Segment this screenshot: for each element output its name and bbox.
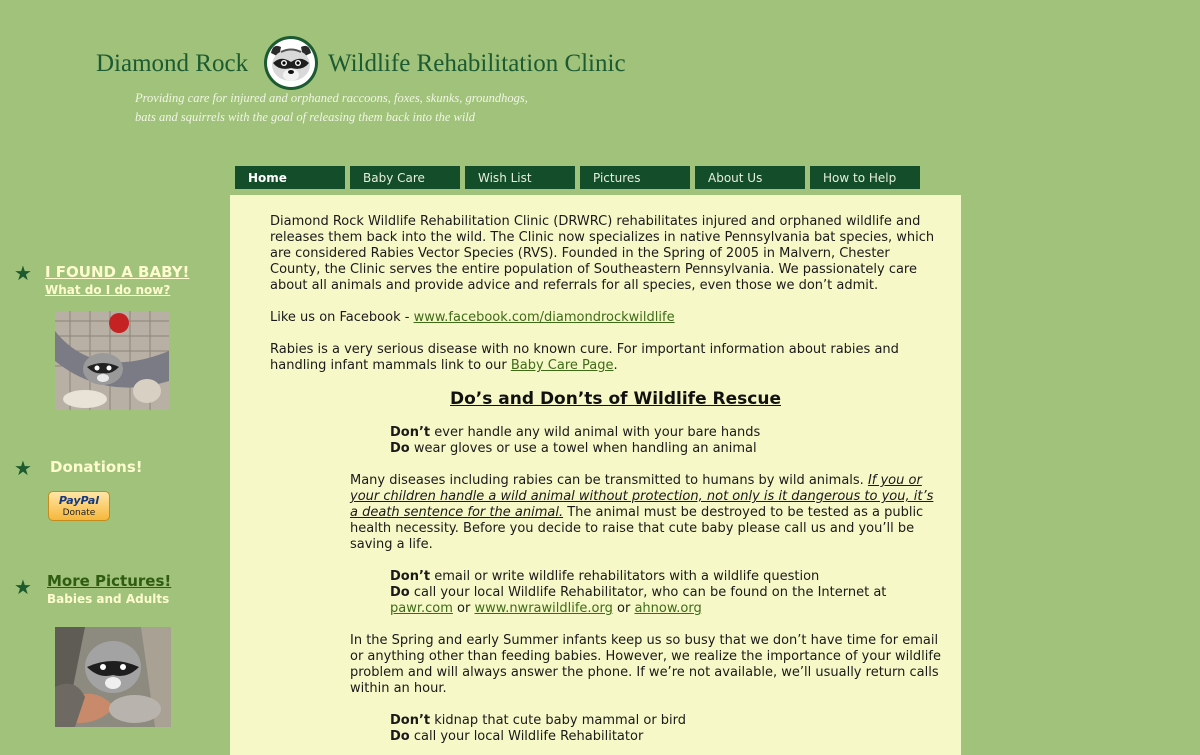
do-label: Do bbox=[390, 441, 410, 456]
nav-baby-care[interactable]: Baby Care bbox=[350, 166, 460, 189]
intro-line: are considered Rabies Vector Species (RVS). Founded in the Spring of 2005 in Malvern, Chester bbox=[270, 246, 890, 261]
nav-pictures[interactable]: Pictures bbox=[580, 166, 690, 189]
spring-line: problem and will always answer the phone. If we’re not available, we’ll usually return calls bbox=[350, 665, 939, 680]
tagline-line-1: Providing care for injured and orphaned raccoons, foxes, skunks, groundhogs, bbox=[135, 91, 528, 105]
intro-paragraph bbox=[270, 214, 970, 294]
donate-label: Donate bbox=[62, 508, 96, 518]
raccoon-logo-icon[interactable] bbox=[263, 35, 319, 91]
nav-wish-list[interactable]: Wish List bbox=[465, 166, 575, 189]
disease-emphasis: a death sentence for the animal. bbox=[350, 505, 564, 520]
rescue-rules-3 bbox=[390, 713, 686, 745]
disease-suffix: The animal must be destroyed to be tested as a public bbox=[563, 505, 924, 520]
do-text: wear gloves or use a towel when handling an animal bbox=[409, 441, 757, 456]
paypal-label: PayPal bbox=[58, 494, 100, 507]
nwra-link[interactable]: www.nwrawildlife.org bbox=[474, 601, 613, 616]
baby-raccoon-hammock-photo[interactable] bbox=[55, 311, 169, 410]
spring-line: or anything other than feeding babies. However, we realize the importance of your wildlife bbox=[350, 649, 941, 664]
paypal-donate-button[interactable] bbox=[48, 491, 110, 521]
dont-label: Don’t bbox=[390, 569, 431, 584]
intro-line: about all animals and provide advice and referrals for all species, even those we don’t admit. bbox=[270, 278, 879, 293]
nav-home[interactable]: Home bbox=[235, 166, 345, 189]
dont-text: ever handle any wild animal with your bare hands bbox=[430, 425, 761, 440]
dont-label: Don’t bbox=[390, 713, 431, 728]
spring-line: In the Spring and early Summer infants keep us so busy that we don’t have time for email bbox=[350, 633, 939, 648]
intro-line: releases them back into the wild. The Clinic now specializes in native Pennsylvania bat species, which bbox=[270, 230, 935, 245]
found-baby-subtitle-link[interactable]: What do I do now? bbox=[45, 283, 171, 297]
rabies-line-2-suffix: . bbox=[613, 358, 618, 373]
do-label: Do bbox=[390, 585, 410, 600]
brand-name-left: Diamond Rock bbox=[96, 50, 249, 77]
tagline-line-2: bats and squirrels with the goal of releasing them back into the wild bbox=[135, 110, 476, 124]
nav-about-us[interactable]: About Us bbox=[695, 166, 805, 189]
brand-name-right: Wildlife Rehabilitation Clinic bbox=[328, 50, 626, 77]
nav-how-to-help[interactable]: How to Help bbox=[810, 166, 920, 189]
dont-text: email or write wildlife rehabilitators with a wildlife question bbox=[430, 569, 820, 584]
do-text: call your local Wildlife Rehabilitator bbox=[409, 729, 644, 744]
facebook-link[interactable]: www.facebook.com/diamondrockwildlife bbox=[413, 310, 675, 325]
facebook-prefix: Like us on Facebook - bbox=[270, 310, 414, 325]
intro-line: County, the Clinic serves the entire population of Southeastern Pennsylvania. We passionately care bbox=[270, 262, 917, 277]
donations-title: Donations! bbox=[50, 458, 143, 476]
rabies-line-2 bbox=[270, 358, 899, 374]
rescue-rules-2 bbox=[390, 569, 886, 617]
star-icon: ★ bbox=[14, 261, 32, 285]
disease-emphasis: your children handle a wild animal without protection, not only is it dangerous to you, it’s bbox=[350, 489, 934, 504]
content-panel bbox=[230, 195, 961, 755]
or-text: or bbox=[612, 601, 635, 616]
pawr-link[interactable]: pawr.com bbox=[390, 601, 453, 616]
intro-line: Diamond Rock Wildlife Rehabilitation Clinic (DRWRC) rehabilitates injured and orphaned wildlife and bbox=[270, 214, 921, 229]
more-pictures-subtitle: Babies and Adults bbox=[47, 592, 170, 606]
do-text: call your local Wildlife Rehabilitator, who can be found on the Internet at bbox=[409, 585, 887, 600]
do-label: Do bbox=[390, 729, 410, 744]
baby-care-page-link[interactable]: Baby Care Page bbox=[510, 358, 614, 373]
spring-line: within an hour. bbox=[350, 681, 447, 696]
rescue-section-title: Do’s and Don’ts of Wildlife Rescue bbox=[450, 389, 781, 409]
disease-prefix: Many diseases including rabies can be transmitted to humans by wild animals. bbox=[350, 473, 868, 488]
rabies-paragraph bbox=[270, 342, 899, 374]
rabies-line-1: Rabies is a very serious disease with no known cure. For important information about rabies and bbox=[270, 342, 899, 357]
facebook-line bbox=[270, 310, 675, 326]
dont-text: kidnap that cute baby mammal or bird bbox=[430, 713, 687, 728]
dont-label: Don’t bbox=[390, 425, 431, 440]
rabies-line-2-prefix: handling infant mammals link to our bbox=[270, 358, 511, 373]
found-baby-link[interactable]: I FOUND A BABY! bbox=[45, 263, 190, 281]
more-pictures-link[interactable]: More Pictures! bbox=[47, 572, 172, 590]
raccoon-babies-photo[interactable] bbox=[55, 627, 171, 727]
rescue-rules-1 bbox=[390, 425, 760, 457]
disease-line: saving a life. bbox=[350, 537, 433, 552]
disease-emphasis: If you or bbox=[867, 473, 922, 488]
star-icon: ★ bbox=[14, 575, 32, 599]
ahnow-link[interactable]: ahnow.org bbox=[634, 601, 702, 616]
disease-paragraph bbox=[350, 473, 933, 553]
star-icon: ★ bbox=[14, 456, 32, 480]
disease-line: health necessity. Before you decide to raise that cute baby please call us and you’ll be bbox=[350, 521, 915, 536]
spring-paragraph bbox=[350, 633, 941, 697]
or-text: or bbox=[452, 601, 475, 616]
